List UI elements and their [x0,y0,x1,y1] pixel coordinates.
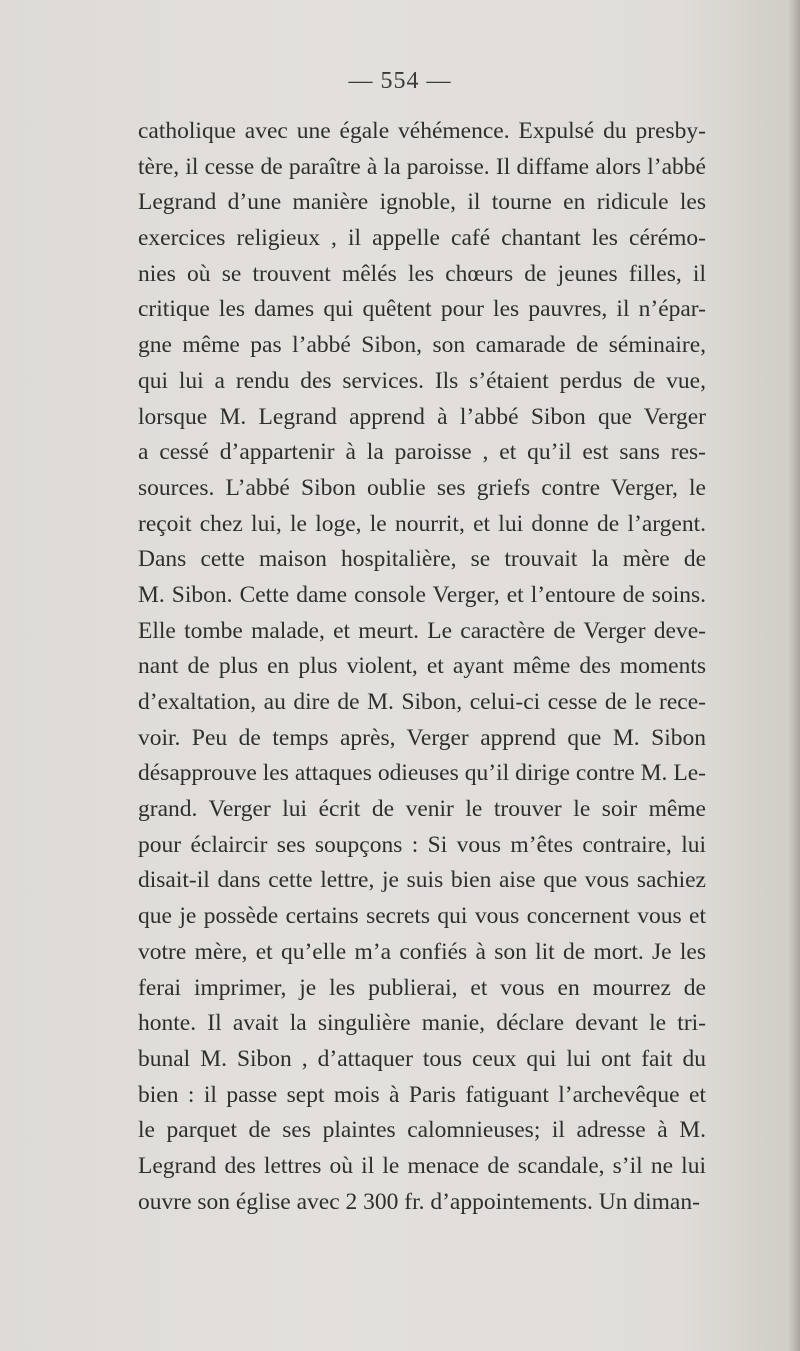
text-line: reçoit chez lui, le loge, le nourrit, et lui donne de l’argent. [138,510,706,537]
text-line: votre mère, et qu’elle m’a confiés à son lit de mort. Je les [138,938,706,965]
text-line: Legrand d’une manière ignoble, il tourne en ridicule les [138,189,706,216]
text-line: d’exaltation, au dire de M. Sibon, celui-ci cesse de le rece- [138,689,706,715]
text-line: critique les dames qui quêtent pour les pauvres, il n’épar- [138,296,706,323]
text-line: disait-il dans cette lettre, je suis bien aise que vous sachiez [138,867,706,894]
text-line: sources. L’abbé Sibon oublie ses griefs contre Verger, le [138,474,706,501]
text-line: tère, il cesse de paraître à la paroisse. Il diffame alors l’abbé [138,153,706,180]
text-line: Elle tombe malade, et meurt. Le caractère de Verger deve- [138,617,706,644]
text-line: ouvre son église avec 2 300 fr. d’appointements. Un diman- [138,1188,700,1215]
text-line: grand. Verger lui écrit de venir le trouver le soir même [138,796,706,823]
text-line: le parquet de ses plaintes calomnieuses; il adresse à M. [138,1117,706,1144]
text-line: nies où se trouvent mêlés les chœurs de jeunes filles, il [138,260,706,287]
text-line: Legrand des lettres où il le menace de scandale, s’il ne lui [138,1152,706,1179]
text-line: a cessé d’appartenir à la paroisse , et qu’il est sans res- [138,439,706,466]
text-line: voir. Peu de temps après, Verger apprend que M. Sibon [138,724,706,751]
text-line: Dans cette maison hospitalière, se trouvait la mère de [138,546,706,573]
text-line: bien : il passe sept mois à Paris fatiguant l’archevêque et [138,1081,706,1108]
text-line: exercices religieux , il appelle café chantant les cérémo- [138,225,706,252]
text-line: nant de plus en plus violent, et ayant même des moments [138,653,706,680]
body-text [138,114,706,1220]
text-line: ferai imprimer, je les publierai, et vous en mourrez de [138,974,706,1001]
text-line: M. Sibon. Cette dame console Verger, et l’entoure de soins. [138,581,706,608]
text-line: désapprouve les attaques odieuses qu’il dirige contre M. Le- [138,760,706,787]
text-line: honte. Il avait la singulière manie, déclare devant le tri- [138,1010,706,1037]
text-line: lorsque M. Legrand apprend à l’abbé Sibon que Verger [138,403,706,430]
text-line: gne même pas l’abbé Sibon, son camarade de séminaire, [138,332,706,359]
text-line: catholique avec une égale véhémence. Expulsé du presby- [138,118,706,144]
text-line: qui lui a rendu des services. Ils s’étaient perdus de vue, [138,367,706,394]
text-line: bunal M. Sibon , d’attaquer tous ceux qui lui ont fait du [138,1045,706,1072]
page-number: — 554 — [348,68,452,94]
text-line: que je possède certains secrets qui vous concernent vous et [138,903,706,930]
page-edge-shadow [786,0,800,1351]
text-line: pour éclaircir ses soupçons : Si vous m’êtes contraire, lui [138,831,706,858]
